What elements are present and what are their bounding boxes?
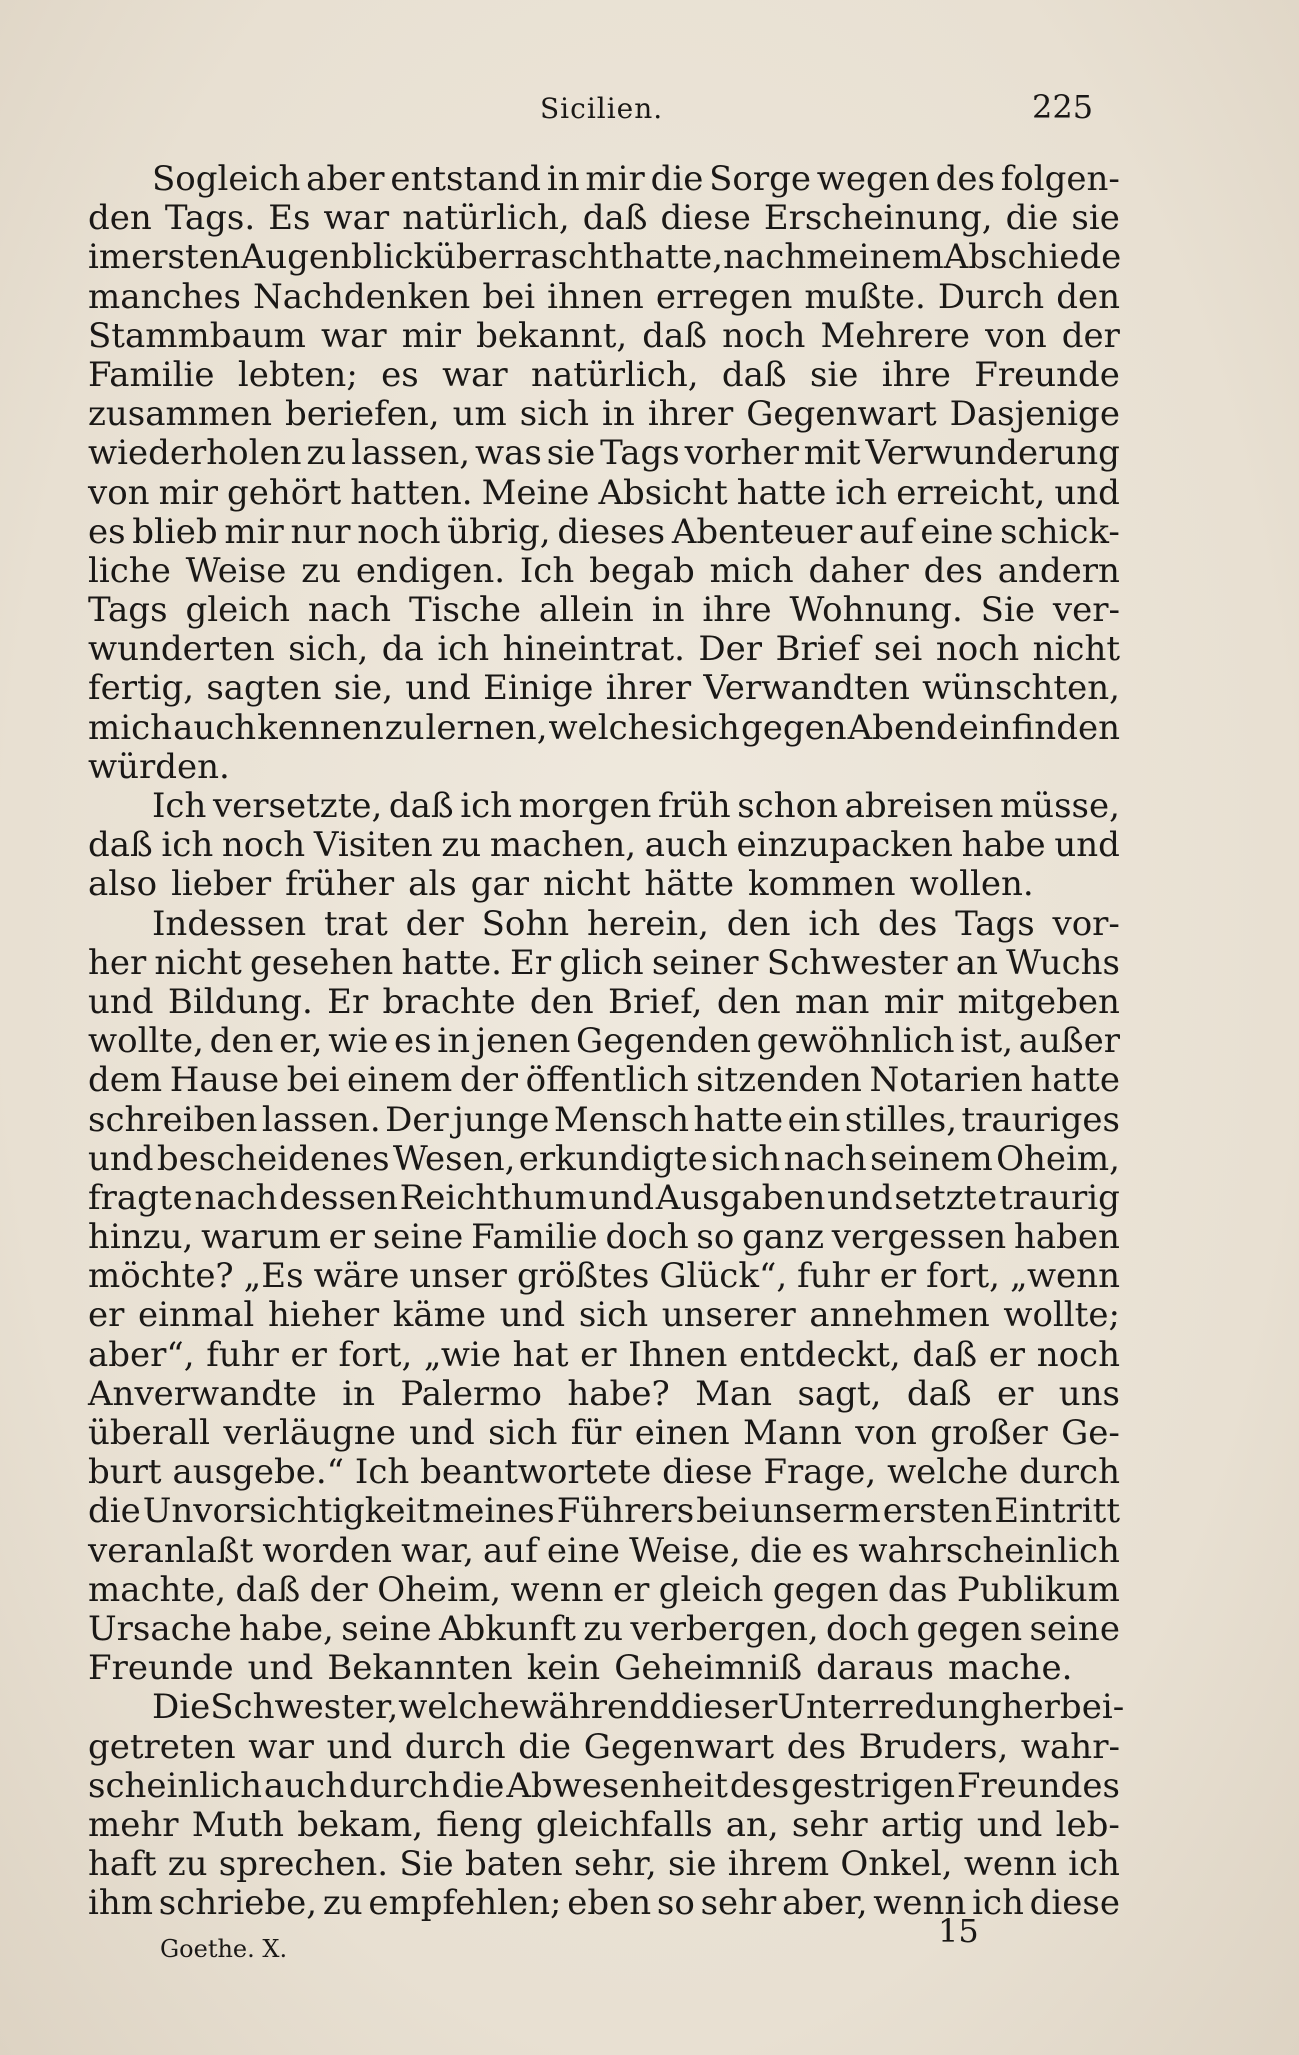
text-line: Sogleich aber entstand in mir die Sorge wegen des folgen-	[152, 159, 1120, 199]
text-line: Freunde und Bekannten kein Geheimniß daraus mache.	[88, 1648, 1073, 1689]
text-line: getreten war und durch die Gegenwart des Bruders, wahr-	[88, 1726, 1120, 1767]
text-line: und Bildung. Er brachte den Brief, den man mir mitgeben	[88, 981, 1120, 1022]
text-line: es blieb mir nur noch übrig, dieses Abenteuer auf eine schick-	[88, 511, 1120, 552]
text-line: her nicht gesehen hatte. Er glich seiner Schwester an Wuchs	[88, 942, 1120, 983]
text-line: also lieber früher als gar nicht hätte kommen wollen.	[88, 864, 1034, 905]
running-head: Sicilien.	[540, 92, 664, 125]
text-line: Stammbaum war mir bekannt, daß noch Mehrere von der	[88, 315, 1120, 356]
text-line: Anverwandte in Palermo habe? Man sagt, daß er uns	[88, 1373, 1120, 1414]
text-line: er einmal hieher käme und sich unserer annehmen wollte;	[88, 1295, 1120, 1336]
text-line: und bescheidenes Wesen, erkundigte sich nach seinem Oheim,	[88, 1138, 1120, 1179]
text-line: Familie lebten; es war natürlich, daß sie ihre Freunde	[88, 354, 1120, 395]
text-line: Die Schwester, welche während dieser Unterredung herbei-	[152, 1687, 1125, 1728]
text-line: wollte, den er, wie es in jenen Gegenden gewöhnlich ist, außer	[88, 1021, 1120, 1062]
text-line: ihm schriebe, zu empfehlen; eben so sehr aber, wenn ich diese	[88, 1883, 1120, 1924]
text-line: wunderten sich, da ich hineintrat. Der Brief sei noch nicht	[88, 629, 1120, 670]
text-line: fragte nach dessen Reichthum und Ausgaben und setzte traurig	[88, 1177, 1120, 1218]
text-line: haft zu sprechen. Sie baten sehr, sie ihrem Onkel, wenn ich	[88, 1844, 1120, 1885]
text-line: würden.	[88, 746, 230, 787]
text-line: Ursache habe, seine Abkunft zu verbergen, doch gegen seine	[88, 1608, 1120, 1649]
text-line: machte, daß der Oheim, wenn er gleich gegen das Publikum	[88, 1569, 1120, 1610]
text-line: liche Weise zu endigen. Ich begab mich daher des andern	[88, 550, 1120, 591]
text-line: wiederholen zu lassen, was sie Tags vorher mit Verwunderung	[88, 433, 1120, 474]
text-line: möchte? „Es wäre unser größtes Glück“, fuhr er fort, „wenn	[88, 1256, 1120, 1297]
page-number: 225	[1032, 88, 1094, 126]
text-line: zusammen beriefen, um sich in ihrer Gegenwart Dasjenige	[88, 394, 1120, 435]
text-line: den Tags. Es war natürlich, daß diese Erscheinung, die sie	[88, 198, 1120, 239]
text-line: Indessen trat der Sohn herein, den ich des Tags vor-	[152, 903, 1120, 944]
text-line: hinzu, warum er seine Familie doch so ganz vergessen haben	[88, 1217, 1120, 1258]
text-line: Ich versetzte, daß ich morgen früh schon abreisen müsse,	[152, 786, 1120, 826]
text-line: burt ausgebe.“ Ich beantwortete diese Frage, welche durch	[88, 1452, 1120, 1493]
text-line: überall verläugne und sich für einen Mann von großer Ge-	[88, 1413, 1120, 1453]
text-line: scheinlich auch durch die Abwesenheit des gestrigen Freundes	[88, 1765, 1120, 1806]
text-line: im ersten Augenblick überrascht hatte, nach meinem Abschiede	[88, 237, 1122, 278]
text-line: die Unvorsichtigkeit meines Führers bei unserm ersten Eintritt	[88, 1491, 1120, 1532]
text-line: dem Hause bei einem der öffentlich sitzenden Notarien hatte	[88, 1060, 1120, 1101]
body-text	[88, 159, 1125, 1924]
text-line: mich auch kennen zu lernen, welche sich gegen Abend einfinden	[88, 707, 1120, 748]
text-line: von mir gehört hatten. Meine Absicht hatte ich erreicht, und	[88, 472, 1120, 513]
text-line: schreiben lassen. Der junge Mensch hatte ein stilles, trauriges	[88, 1099, 1120, 1140]
signature-mark: 15	[938, 1912, 979, 1950]
text-line: veranlaßt worden war, auf eine Weise, die es wahrscheinlich	[88, 1530, 1120, 1571]
text-line: fertig, sagten sie, und Einige ihrer Verwandten wünschten,	[88, 668, 1120, 709]
text-line: daß ich noch Visiten zu machen, auch einzupacken habe und	[88, 825, 1120, 866]
volume-label: Goethe. X.	[160, 1935, 288, 1963]
text-line: mehr Muth bekam, fieng gleichfalls an, sehr artig und leb-	[88, 1804, 1120, 1845]
text-line: Tags gleich nach Tische allein in ihre Wohnung. Sie ver-	[88, 590, 1120, 631]
text-line: aber“, fuhr er fort, „wie hat er Ihnen entdeckt, daß er noch	[88, 1334, 1120, 1375]
text-line: manches Nachdenken bei ihnen erregen mußte. Durch den	[88, 276, 1120, 317]
